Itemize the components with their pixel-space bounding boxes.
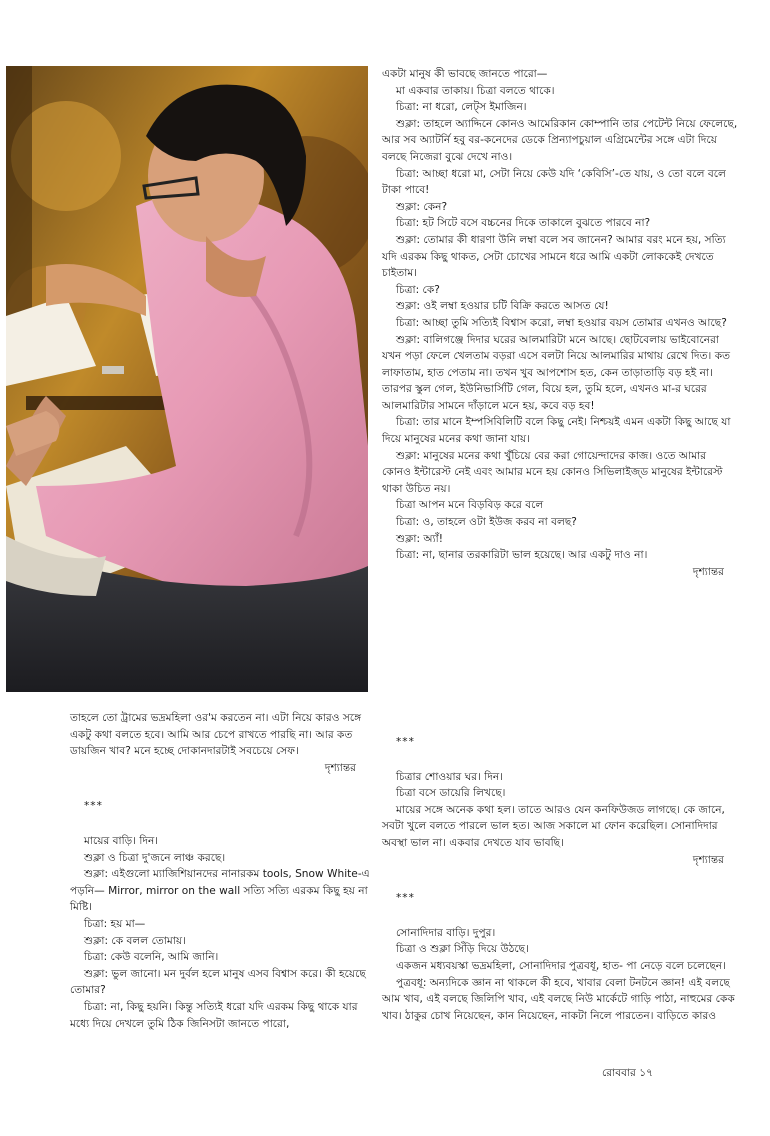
- dialogue-text: : ওই লম্বা হওয়ার চটি বিক্রি করতে আসত যে!: [416, 300, 609, 313]
- text-column-right-upper: [382, 66, 738, 580]
- dialogue-line: [70, 916, 370, 933]
- text-paragraph: সোনাদিদার বাড়ি। দুপুর।: [396, 926, 496, 939]
- photo-illustration: [6, 66, 368, 692]
- text-paragraph: চিত্রা ও শুক্লা সিঁড়ি দিয়ে উঠছে।: [396, 943, 529, 956]
- dialogue-line: [382, 215, 738, 232]
- dialogue-line: [70, 933, 370, 950]
- speaker-name: পুত্রবধূ: [396, 976, 423, 989]
- text-paragraph: মা একবার তাকায়। চিত্রা বলতে থাকে।: [396, 84, 555, 97]
- dialogue-text: : হট সিটে বসে বচ্চনের দিকে তাকালে বুঝতে পারবে না?: [415, 217, 651, 230]
- speaker-name: চিত্রা: [396, 416, 416, 429]
- dialogue-text: : এইগুলো ম্যাজিশিয়ানদের নানারকম tools, Snow White-এ পড়নি— Mirror, mirror on the wall সত্যি সত্যি এরকম কিছু হয় না মিষ্টি।: [70, 868, 370, 914]
- speaker-name: চিত্রা: [84, 1000, 104, 1013]
- speaker-name: শুক্লা: [396, 233, 417, 246]
- dialogue-text: : আচ্ছা ধরো মা, সেটা নিয়ে কেউ যদি ‘কেবিসি’-তে যায়, ও তো বলে বলে টাকা পাবে!: [382, 167, 726, 197]
- speaker-name: চিত্রা: [396, 549, 416, 562]
- scene-transition: দৃশ্যান্তর: [692, 853, 724, 866]
- scene-transition: দৃশ্যান্তর: [692, 565, 724, 578]
- text-paragraph: চিত্রা আপন মনে বিড়বিড় করে বলে: [396, 499, 544, 512]
- dialogue-text: : কে বলল তোমায়।: [104, 934, 186, 947]
- dialogue-line: [382, 414, 738, 447]
- dialogue-text: : হয় মা—: [103, 917, 146, 930]
- speaker-name: শুক্লা: [396, 333, 417, 346]
- dialogue-line: [382, 99, 738, 116]
- dialogue-line: [382, 531, 738, 548]
- dialogue-text: : অন্যদিকে জ্ঞান না থাকলে কী হবে, খাবার বেলা টনটনে জ্ঞান! এই বলছে আম খাব, এই বলছে জিলিপি খাব, এই বলছে নিউ মার্কেটে গাড়ি পাঠা, নাহুমের কেক খাব। ঠাকুর চোখ নিয়েছেন, কান নিয়েছেন, নাকটা নিলে পারতেন। বাড়িতে কারও: [382, 976, 735, 1022]
- speaker-name: চিত্রা: [396, 167, 416, 180]
- speaker-name: শুক্লা: [84, 868, 105, 881]
- speaker-name: শুক্লা: [396, 449, 417, 462]
- dialogue-line: [70, 866, 370, 916]
- dialogue-line: [382, 514, 738, 531]
- dialogue-text: : তাহলে অ্যাদ্দিনে কোনও আমেরিকান কোম্পানি তার পেটেন্ট নিয়ে ফেলেছে, আর সব অ্যাটর্নি হবু বর-কনেদের ডেকে প্রিন্যাপচুয়াল এগ্রিমেন্টের সঙ্গে এটা দিয়ে বলছে নিজেরা বুঝে দেখে নাও।: [382, 117, 738, 163]
- text-paragraph: তাহলে তো ট্রামের ভদ্রমহিলা ওর'ম করতেন না। এটা নিয়ে কারও সঙ্গে একটু কথা বলতে হবে। আমি আর চেপে রাখতে পারছি না। আর কত ডায়জিন খাব? মনে হচ্ছে দোকানদারটাই সবচেয়ে সেফ।: [70, 712, 362, 758]
- scene-break: ***: [84, 800, 103, 813]
- speaker-name: শুক্লা: [84, 934, 105, 947]
- dialogue-line: [382, 298, 738, 315]
- speaker-name: চিত্রা: [396, 316, 416, 329]
- scene-break: ***: [396, 892, 415, 905]
- dialogue-text: : ভুল জানো। মন দুর্বল হলে মানুষ এসব বিশ্বাস করে। কী হয়েছে তোমার?: [70, 967, 366, 997]
- text-paragraph: চিত্রার শোওয়ার ঘর। দিন।: [396, 770, 503, 783]
- scene-break: ***: [396, 736, 415, 748]
- dialogue-line: [382, 547, 738, 564]
- text-paragraph: মায়ের সঙ্গে অনেক কথা হল। তাতে আরও যেন কনফিউজড লাগছে। কে জানে, সবটা খুলে বলতে পারলে ভাল হত। আজ সকালে মা ফোন করেছিল। সোনাদিদার অবস্থা ভাল না। একবার দেখতে যাব ভাবছি।: [382, 803, 725, 849]
- dialogue-text: : কে?: [415, 283, 440, 296]
- dialogue-text: : বালিগঞ্জে দিদার ঘরের আলমারিটা মনে আছে। ছোটবেলায় ভাইবোনেরা যখন পড়া ফেলে খেলতাম বড়রা এসে বলটা নিয়ে আলমারির মাথায় রেখে দিত। কত লাফাতাম, হাত পেতাম না। তখন খুব আপশোস হত, কেন তাড়াতাড়ি বড় হই না। তারপর স্কুল গেল, ইউনিভার্সিটি গেল, বিয়ে হল, তুমি হলে, এখনও মা-র ঘরের আলমারিটার সামনে দাঁড়ালে মনে হয়, কবে বড় হব!: [382, 333, 731, 412]
- text-column-right-lower: [382, 712, 738, 1024]
- speaker-name: চিত্রা: [396, 516, 416, 529]
- text-paragraph: একটা মানুষ কী ভাবছে জানতে পারো—: [382, 68, 548, 80]
- text-paragraph: চিত্রা বসে ডায়েরি লিখছে।: [396, 787, 506, 800]
- dialogue-line: [70, 999, 370, 1032]
- dialogue-text: : কেন?: [416, 200, 448, 213]
- dialogue-line: [382, 199, 738, 216]
- dialogue-text: : ও, তাহলে ওটা ইউজ করব না বলছ?: [415, 516, 577, 529]
- speaker-name: চিত্রা: [396, 283, 416, 296]
- speaker-name: শুক্লা: [396, 200, 417, 213]
- dialogue-line: [382, 975, 738, 1025]
- dialogue-text: : না, কিছু হয়নি। কিন্তু সত্যিই ধরো যদি এরকম কিছু থাকে যার মধ্যে দিয়ে দেখলে তুমি ঠিক জিনিসটা জানতে পারো,: [70, 1000, 358, 1030]
- dialogue-line: [382, 232, 738, 282]
- speaker-name: চিত্রা: [84, 951, 104, 964]
- dialogue-line: [382, 282, 738, 299]
- speaker-name: শুক্লা: [396, 300, 417, 313]
- dialogue-line: [70, 949, 370, 966]
- speaker-name: শুক্লা: [84, 967, 105, 980]
- dialogue-text: : কেউ বলেনি, আমি জানি।: [103, 951, 219, 964]
- dialogue-text: : তার মানে ইম্পসিবিলিটি বলে কিছু নেই। নিশ্চয়ই এমন একটা কিছু আছে যা দিয়ে মানুষের মনের কথা জানা যায়।: [382, 416, 731, 446]
- text-paragraph: শুক্লা ও চিত্রা দু'জনে লাঞ্চ করছে।: [84, 851, 226, 864]
- speaker-name: শুক্লা: [396, 532, 417, 545]
- text-paragraph: একজন মধ্যবয়স্কা ভদ্রমহিলা, সোনাদিদার পুত্রবধূ, হাত- পা নেড়ে বলে চলেছেন।: [396, 959, 726, 972]
- text-column-left-lower: [70, 710, 370, 1032]
- speaker-name: চিত্রা: [396, 101, 416, 114]
- dialogue-line: [70, 966, 370, 999]
- dialogue-text: : আচ্ছা তুমি সত্যিই বিশ্বাস করো, লম্বা হওয়ার বয়স তোমার এখনও আছে?: [415, 316, 727, 329]
- speaker-name: চিত্রা: [396, 217, 416, 230]
- dialogue-line: [382, 116, 738, 166]
- page-footer: রোববার ১৭: [602, 1067, 654, 1079]
- dialogue-text: : না, ছানার তরকারিটা ভাল হয়েছে। আর একটু দাও না।: [415, 549, 648, 562]
- speaker-name: চিত্রা: [84, 917, 104, 930]
- dialogue-text: : না ধরো, লেট্‌স ইমাজিন।: [415, 101, 527, 114]
- text-paragraph: মায়ের বাড়ি। দিন।: [84, 834, 159, 847]
- dialogue-line: [382, 332, 738, 415]
- dialogue-text: : তোমার কী ধারণা উনি লম্বা বলে সব জানেন? আমার বরং মনে হয়, সত্যি যদি এরকম কিছু থাকত, সেটা চোখের সামনে ধরে আমি একটা লোককেই দেখতে চাইতাম।: [382, 233, 726, 280]
- photo-man-reading-script: [6, 66, 368, 692]
- dialogue-text: : অ্যাঁ!: [416, 532, 444, 545]
- dialogue-line: [382, 166, 738, 199]
- dialogue-line: [382, 448, 738, 498]
- dialogue-line: [382, 315, 738, 332]
- speaker-name: শুক্লা: [396, 117, 417, 130]
- dialogue-text: : মানুষের মনের কথা খুঁচিয়ে বের করা গোয়েন্দাদের কাজ। ওতে আমার কোনও ইন্টারেস্ট নেই এবং আমার মনে হয় কোনও সিভিলাইজ্‌ড মানুষের ইন্টারেস্ট থাকা উচিত নয়।: [382, 449, 723, 495]
- scene-transition: দৃশ্যান্তর: [324, 761, 356, 774]
